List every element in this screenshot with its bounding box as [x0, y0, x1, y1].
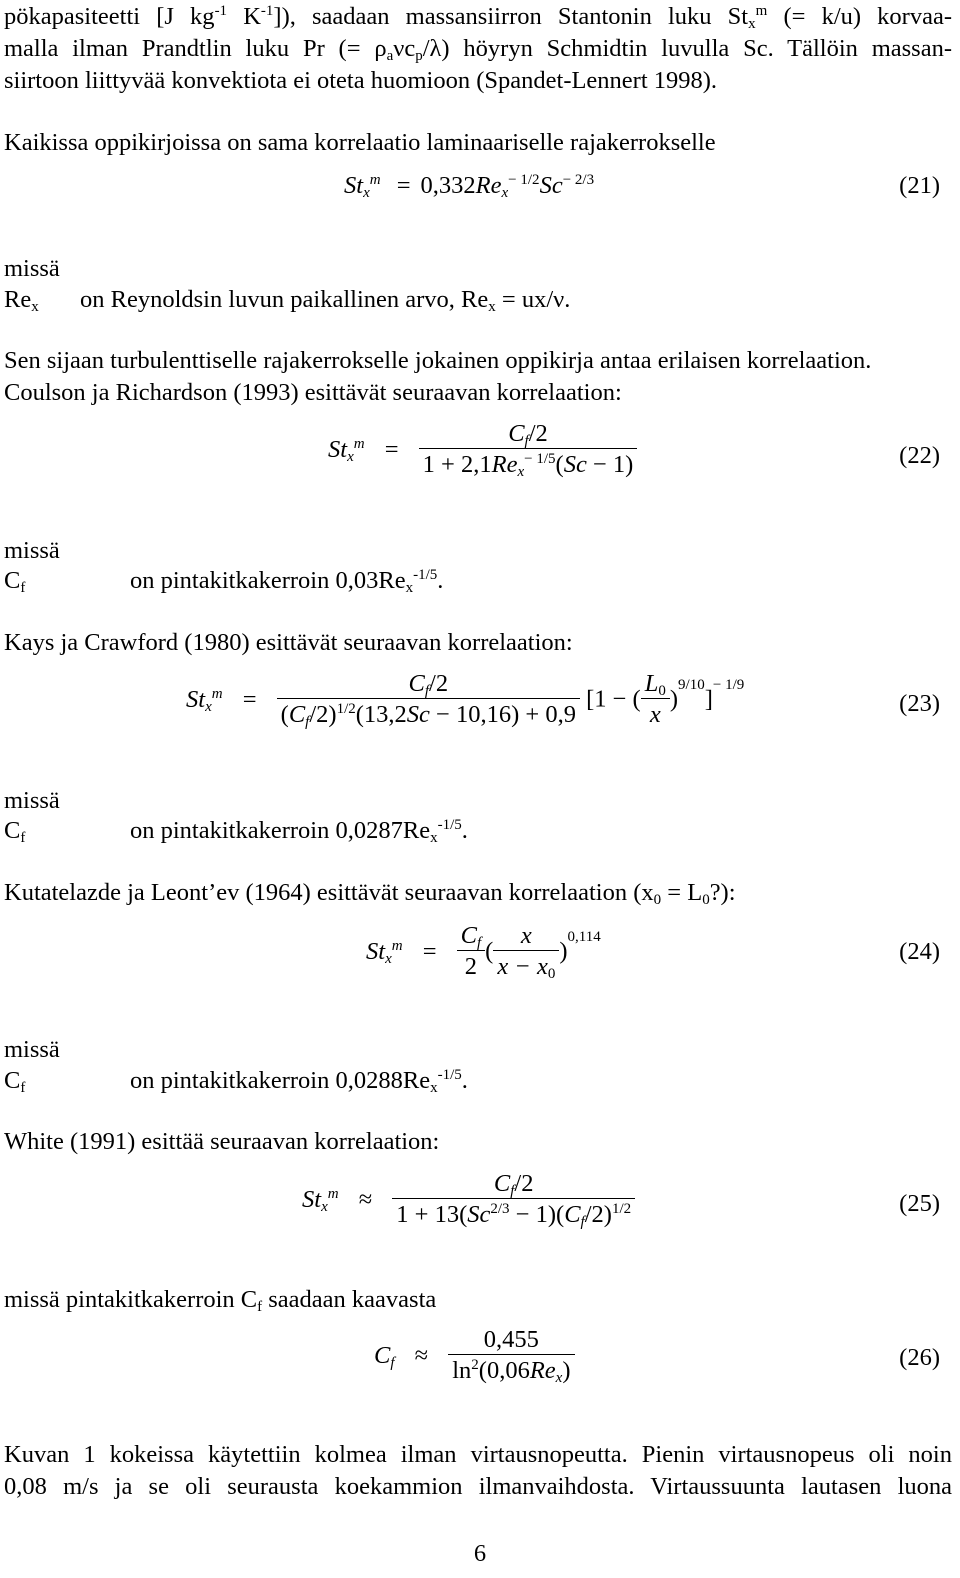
- paragraph-line: malla ilman Prandtlin luku Pr (= $\rho_a\nu c_p/\lambda$) höyryn Schmidtin luvulla Sc. Tällöin massan-: [4, 35, 952, 64]
- equation-number: (23): [899, 690, 940, 717]
- paragraph-line: missä pintakitkakerroin $C_f$ saadaan kaavasta: [4, 1286, 437, 1315]
- definition-row: $C_f$: [4, 817, 26, 846]
- equation-24: $St_x^m$ = $\frac{C_f}{2}$ ( $\frac{x}{x - x_0}$ )$^{0,114}$: [366, 922, 601, 982]
- paragraph-line: Kays ja Crawford (1980) esittävät seuraavan korrelaation:: [4, 629, 573, 656]
- paragraph-line: 0,08 m/s ja se oli seurausta koekammion ilmanvaihdosta. Virtaussuunta lautasen luona: [4, 1473, 952, 1500]
- paragraph-line: White (1991) esittää seuraavan korrelaation:: [4, 1128, 440, 1155]
- missa-label: missä: [4, 537, 60, 564]
- equation-21: $St_x^m = 0,332Re_x^{- 1/2}Sc^{- 2/3}$: [344, 172, 595, 201]
- equation-number: (26): [899, 1344, 940, 1371]
- equation-25: $St_x^m$ ≈ $\frac{C_f/2}{1 + 13(Sc^{2/3} - 1)(C_f/2)^{1/2}}$: [302, 1170, 635, 1229]
- definition-text: on pintakitkakerroin $0,0287Re_x^{-1/5}$.: [130, 817, 468, 846]
- paragraph-line: Kutatelazde ja Leont’ev (1964) esittävät seuraavan korrelaation ($x_0$ = $L_0$?):: [4, 879, 736, 908]
- definition-text: on pintakitkakerroin $0,0288Re_x^{-1/5}$.: [130, 1067, 468, 1096]
- missa-label: missä: [4, 1036, 60, 1063]
- paragraph-line: Kaikissa oppikirjoissa on sama korrelaatio laminaariselle rajakerrokselle: [4, 129, 716, 156]
- paragraph-line: Kuvan 1 kokeissa käytettiin kolmea ilman virtausnopeutta. Pienin virtausnopeus oli noin: [4, 1441, 952, 1468]
- equation-number: (22): [899, 442, 940, 469]
- missa-label: missä: [4, 255, 60, 282]
- equation-26: $C_f$ ≈ $\frac{0,455}{\ln^2(0,06Re_x)}$: [374, 1326, 575, 1385]
- equation-23: $St_x^m$ = $\frac{C_f/2}{(C_f/2)^{1/2}(13,2Sc - 10,16) + 0,9}$ [1 − ( $\frac{L_0}{x}$ )$^{9/10}$]$^{- 1/9}$: [186, 670, 745, 730]
- definition-row: $C_f$: [4, 567, 26, 596]
- definition-row: $Re_x$: [4, 286, 39, 315]
- paragraph-line: pökapasiteetti [J $kg^{-1}$ $K^{-1}$]), saadaan massansiirron Stantonin luku $St_x^m$ (= k/u) korvaa-: [4, 3, 952, 32]
- missa-label: missä: [4, 787, 60, 814]
- equation-number: (24): [899, 938, 940, 965]
- equation-number: (21): [899, 172, 940, 199]
- equation-22: $St_x^m$ = $\frac{C_f/2}{1 + 2,1Re_x^{- 1/5}(Sc - 1)}$: [328, 420, 637, 479]
- page-number: 6: [473, 1540, 487, 1567]
- definition-text: on pintakitkakerroin $0,03Re_x^{-1/5}$.: [130, 567, 444, 596]
- equation-number: (25): [899, 1190, 940, 1217]
- paragraph-line: Coulson ja Richardson (1993) esittävät seuraavan korrelaation:: [4, 379, 622, 406]
- paragraph-line: Sen sijaan turbulenttiselle rajakerrokselle jokainen oppikirja antaa erilaisen korrelaation.: [4, 347, 872, 374]
- definition-text: on Reynoldsin luvun paikallinen arvo, $Re_x = ux/\nu$.: [80, 286, 571, 315]
- definition-row: $C_f$: [4, 1067, 26, 1096]
- paragraph-line: siirtoon liittyvää konvektiota ei oteta huomioon (Spandet-Lennert 1998).: [4, 67, 718, 94]
